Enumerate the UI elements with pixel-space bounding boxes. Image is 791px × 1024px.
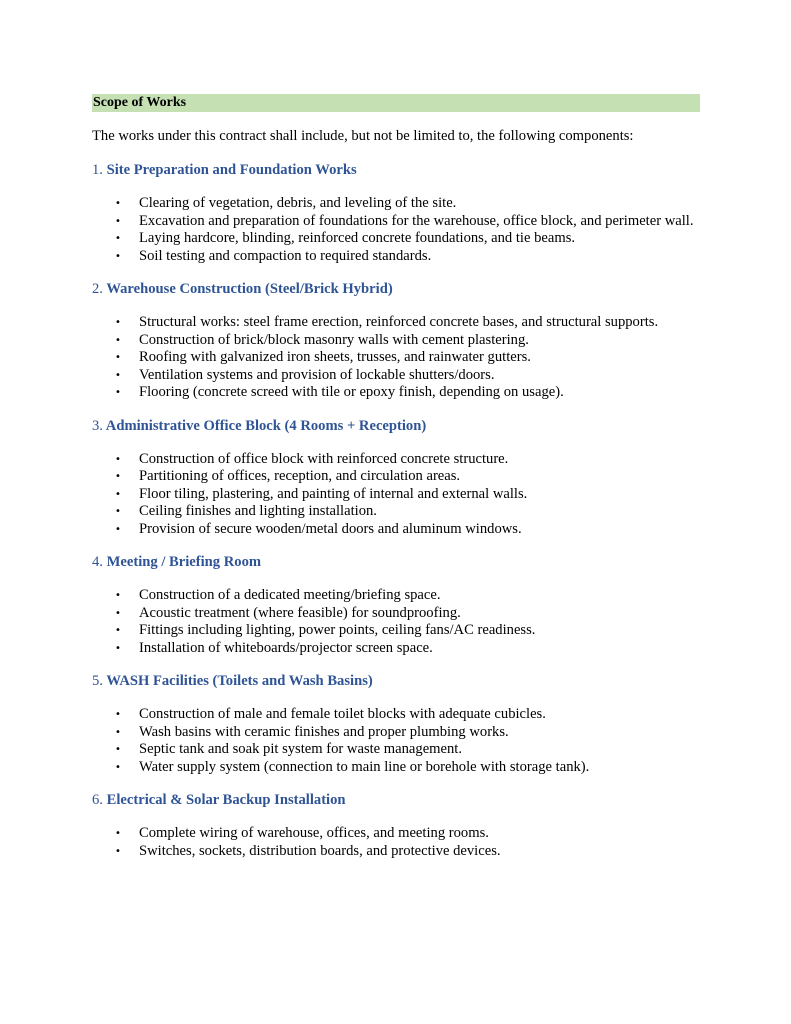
list-item-text: Acoustic treatment (where feasible) for soundproofing. [139, 604, 461, 621]
list-item-text: Wash basins with ceramic finishes and proper plumbing works. [139, 723, 509, 740]
bullet-icon: • [115, 761, 121, 773]
list-item-text: Construction of a dedicated meeting/briefing space. [139, 587, 441, 603]
bullet-icon: • [115, 607, 121, 619]
list-item [92, 825, 700, 843]
bullet-icon: • [115, 334, 121, 346]
sections-container [92, 160, 700, 860]
list-item [92, 367, 700, 385]
section-1 [92, 160, 700, 265]
list-item [92, 587, 700, 605]
list-item-text: Roofing with galvanized iron sheets, trusses, and rainwater gutters. [139, 349, 531, 365]
list-item-text: Complete wiring of warehouse, offices, and meeting rooms. [139, 825, 489, 841]
section-title-text: WASH Facilities (Toilets and Wash Basins) [106, 673, 373, 689]
bullet-list [92, 314, 700, 402]
list-item [92, 248, 700, 266]
list-item [92, 605, 700, 623]
list-item [92, 349, 700, 367]
list-item-text: Switches, sockets, distribution boards, and protective devices. [139, 842, 501, 859]
bullet-list [92, 706, 700, 776]
section-title-text: Warehouse Construction (Steel/Brick Hybrid) [106, 281, 393, 297]
list-item-text: Septic tank and soak pit system for waste management. [139, 741, 463, 757]
bullet-icon: • [115, 642, 121, 654]
section-3 [92, 416, 700, 539]
section-title [92, 416, 700, 436]
bullet-icon: • [115, 726, 121, 738]
bullet-icon: • [115, 590, 121, 601]
list-item-text: Ceiling finishes and lighting installation. [139, 503, 377, 519]
list-item-text: Water supply system (connection to main line or borehole with storage tank). [139, 758, 590, 775]
bullet-icon: • [115, 845, 121, 857]
section-2 [92, 279, 700, 402]
bullet-icon: • [115, 250, 121, 262]
bullet-icon: • [115, 387, 121, 398]
bullet-icon: • [115, 453, 121, 465]
list-item-text: Construction of male and female toilet blocks with adequate cubicles. [139, 706, 546, 722]
section-number: 2. [92, 281, 103, 297]
section-5 [92, 671, 700, 776]
list-item-text: Clearing of vegetation, debris, and leveling of the site. [139, 195, 457, 211]
list-item [92, 706, 700, 724]
bullet-icon: • [115, 198, 121, 209]
section-4 [92, 552, 700, 657]
bullet-list [92, 451, 700, 539]
list-item [92, 622, 700, 640]
list-item [92, 213, 700, 231]
list-item [92, 486, 700, 504]
bullet-icon: • [115, 215, 121, 227]
list-item [92, 741, 700, 759]
bullet-icon: • [115, 523, 121, 535]
section-number: 6. [92, 792, 103, 808]
section-title [92, 279, 700, 299]
list-item [92, 759, 700, 777]
list-item-text: Provision of secure wooden/metal doors and aluminum windows. [139, 520, 522, 537]
bullet-icon: • [115, 506, 121, 517]
list-item [92, 468, 700, 486]
bullet-list [92, 587, 700, 657]
section-title [92, 160, 700, 180]
bullet-icon: • [115, 625, 121, 636]
list-item-text: Ventilation systems and provision of lockable shutters/doors. [139, 366, 495, 383]
list-item-text: Laying hardcore, blinding, reinforced concrete foundations, and tie beams. [139, 230, 576, 246]
bullet-icon: • [115, 471, 121, 482]
list-item [92, 521, 700, 539]
section-title [92, 671, 700, 691]
bullet-icon: • [115, 828, 121, 839]
list-item [92, 332, 700, 350]
list-item [92, 451, 700, 469]
section-title-text: Administrative Office Block (4 Rooms + Reception) [105, 417, 427, 434]
section-title-text: Electrical & Solar Backup Installation [106, 792, 346, 808]
bullet-list [92, 825, 700, 860]
bullet-icon: • [115, 744, 121, 755]
bullet-icon: • [115, 488, 121, 500]
bullet-list [92, 195, 700, 265]
section-title-text: Meeting / Briefing Room [106, 554, 262, 570]
bullet-icon: • [115, 709, 121, 720]
scope-heading: Scope of Works [92, 94, 700, 112]
list-item-text: Partitioning of offices, reception, and circulation areas. [139, 468, 461, 484]
section-title-text: Site Preparation and Foundation Works [106, 162, 357, 178]
list-item [92, 503, 700, 521]
list-item-text: Excavation and preparation of foundations for the warehouse, office block, and perimeter wall. [139, 212, 694, 229]
document-page [92, 94, 700, 860]
section-number: 3. [92, 417, 103, 434]
list-item-text: Structural works: steel frame erection, reinforced concrete bases, and structural supports. [139, 314, 659, 330]
list-item [92, 230, 700, 248]
list-item [92, 640, 700, 658]
list-item-text: Construction of brick/block masonry walls with cement plastering. [139, 331, 529, 348]
intro-paragraph: The works under this contract shall include, but not be limited to, the following components: [92, 128, 634, 144]
list-item [92, 724, 700, 742]
list-item [92, 195, 700, 213]
section-title [92, 790, 700, 810]
section-number: 5. [92, 673, 103, 689]
list-item [92, 314, 700, 332]
bullet-icon: • [115, 233, 121, 244]
list-item-text: Soil testing and compaction to required standards. [139, 247, 432, 264]
list-item-text: Fittings including lighting, power points, ceiling fans/AC readiness. [139, 622, 536, 638]
section-6 [92, 790, 700, 860]
bullet-icon: • [115, 317, 121, 328]
list-item-text: Installation of whiteboards/projector screen space. [139, 639, 433, 656]
list-item-text: Flooring (concrete screed with tile or epoxy finish, depending on usage). [139, 384, 564, 400]
list-item [92, 843, 700, 861]
section-number: 1. [92, 162, 103, 178]
bullet-icon: • [115, 369, 121, 381]
section-number: 4. [92, 554, 103, 570]
bullet-icon: • [115, 352, 121, 363]
list-item [92, 384, 700, 402]
section-title [92, 552, 700, 572]
list-item-text: Floor tiling, plastering, and painting of internal and external walls. [139, 485, 528, 502]
list-item-text: Construction of office block with reinforced concrete structure. [139, 450, 509, 467]
